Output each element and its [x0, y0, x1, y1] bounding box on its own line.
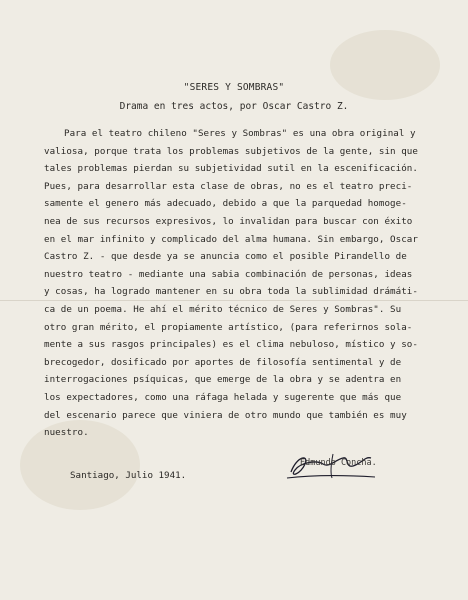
document-subtitle: Drama en tres actos, por Oscar Castro Z.	[119, 101, 349, 112]
body-line: nuestro.	[44, 427, 89, 439]
body-line: Castro Z. - que desde ya se anuncia como el posible Pirandello de	[44, 251, 407, 263]
place-date: Santiago, Julio 1941.	[70, 470, 187, 481]
body-line: nea de sus recursos expresivos, lo invalidan para buscar con éxito	[44, 215, 413, 227]
body-line: interrogaciones psíquicas, que emerge de la obra y se adentra en	[44, 374, 402, 386]
body-line: samente el genero más adecuado, debido a que la parquedad homoge-	[44, 198, 407, 210]
body-line: nuestro teatro - mediante una sabia combinación de personas, ideas	[44, 268, 413, 280]
body-line: ca de un poema. He ahí el mérito técnico de Seres y Sombras". Su	[44, 303, 402, 315]
body-line: mente a sus rasgos principales) es el clima nebuloso, místico y so-	[44, 339, 418, 351]
document-title: "SERES Y SOMBRAS"	[183, 82, 285, 93]
body-line: valiosa, porque trata los problemas subjetivos de la gente, sin que	[44, 145, 418, 157]
body-line: brecogedor, dosificado por aportes de filosofía sentimental y de	[44, 356, 402, 368]
body-line: del escenario parece que viniera de otro mundo que también es muy	[44, 409, 407, 421]
body-line: Pues, para desarrollar esta clase de obras, no es el teatro preci-	[44, 180, 413, 192]
body-line: en el mar infinito y complicado del alma humana. Sin embargo, Oscar	[44, 233, 418, 245]
body-line: y cosas, ha logrado mantener en su obra toda la sublimidad drámáti-	[44, 286, 418, 298]
body-line: los expectadores, como una ráfaga helada y sugerente que más que	[44, 391, 402, 403]
signature-name: Edmundo Concha.	[300, 458, 377, 468]
body-line: Para el teatro chileno "Seres y Sombras" es una obra original y	[64, 128, 416, 139]
document-body	[44, 125, 454, 442]
body-line: otro gran mérito, el propiamente artístico, (para referirnos sola-	[44, 321, 413, 333]
body-line: tales problemas pierdan su subjetividad sutil en la escenificación.	[44, 163, 418, 175]
